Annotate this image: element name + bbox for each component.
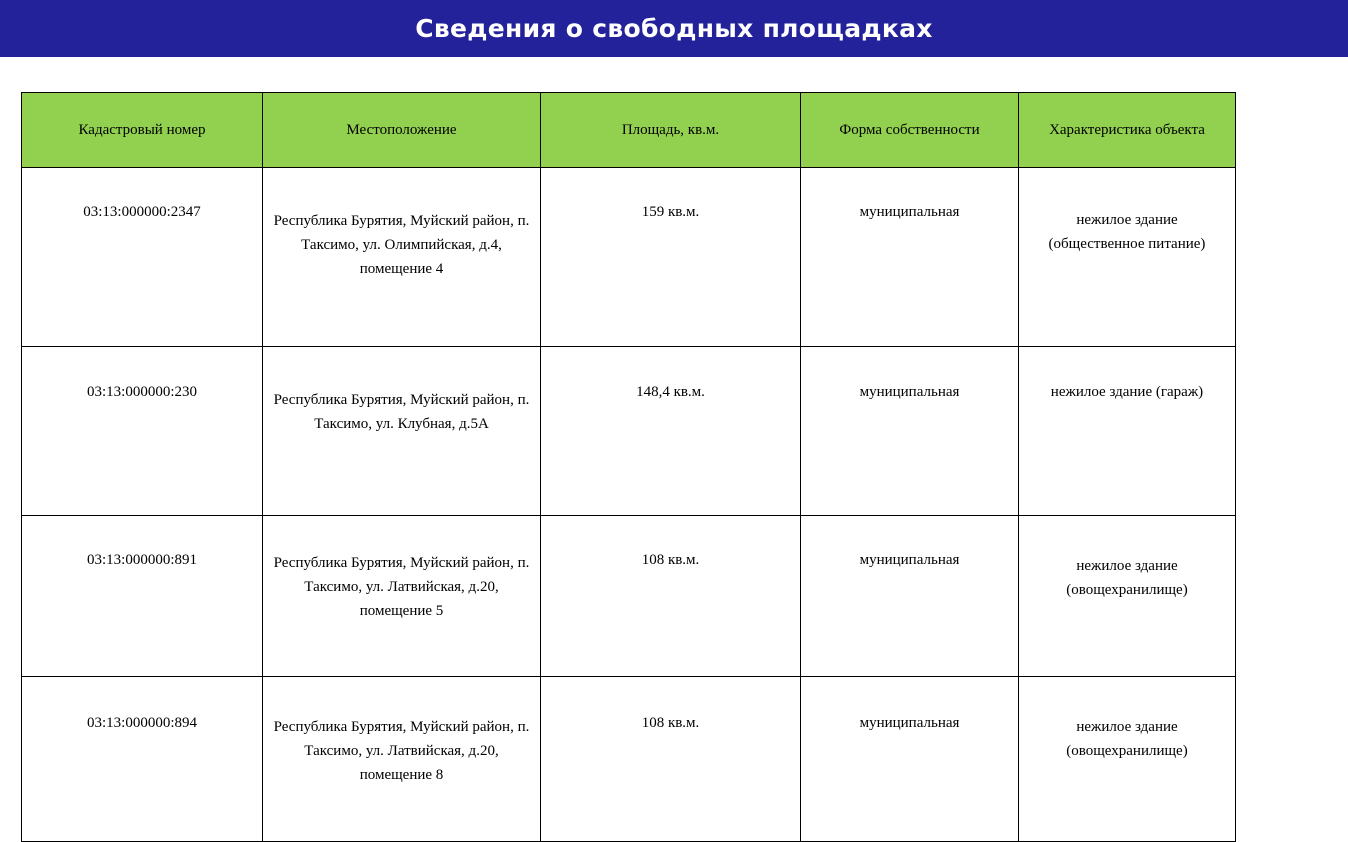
column-header-characteristic: Характеристика объекта bbox=[1019, 93, 1236, 168]
location-cell: Республика Бурятия, Муйский район, п. Таксимо, ул. Латвийская, д.20, помещение 8 bbox=[263, 677, 541, 842]
table-row bbox=[22, 516, 1236, 677]
table-row bbox=[22, 347, 1236, 516]
ownership-cell: муниципальная bbox=[801, 516, 1019, 677]
area-cell: 148,4 кв.м. bbox=[541, 347, 801, 516]
page-title: Сведения о свободных площадках bbox=[415, 14, 933, 43]
cadastral-number-cell: 03:13:000000:891 bbox=[22, 516, 263, 677]
column-header-area: Площадь, кв.м. bbox=[541, 93, 801, 168]
location-cell: Республика Бурятия, Муйский район, п. Таксимо, ул. Олимпийская, д.4, помещение 4 bbox=[263, 168, 541, 347]
location-cell: Республика Бурятия, Муйский район, п. Таксимо, ул. Клубная, д.5А bbox=[263, 347, 541, 516]
ownership-cell: муниципальная bbox=[801, 347, 1019, 516]
area-cell: 159 кв.м. bbox=[541, 168, 801, 347]
cadastral-number-cell: 03:13:000000:894 bbox=[22, 677, 263, 842]
ownership-cell: муниципальная bbox=[801, 168, 1019, 347]
table-row bbox=[22, 677, 1236, 842]
location-cell: Республика Бурятия, Муйский район, п. Таксимо, ул. Латвийская, д.20, помещение 5 bbox=[263, 516, 541, 677]
characteristic-cell: нежилое здание (овощехранилище) bbox=[1019, 677, 1236, 842]
area-cell: 108 кв.м. bbox=[541, 677, 801, 842]
table-header-row bbox=[22, 93, 1236, 168]
area-cell: 108 кв.м. bbox=[541, 516, 801, 677]
characteristic-cell: нежилое здание (общественное питание) bbox=[1019, 168, 1236, 347]
page-header bbox=[0, 0, 1348, 57]
table-row bbox=[22, 168, 1236, 347]
column-header-cadastral: Кадастровый номер bbox=[22, 93, 263, 168]
column-header-location: Местоположение bbox=[263, 93, 541, 168]
characteristic-cell: нежилое здание (овощехранилище) bbox=[1019, 516, 1236, 677]
cadastral-number-cell: 03:13:000000:230 bbox=[22, 347, 263, 516]
characteristic-cell: нежилое здание (гараж) bbox=[1019, 347, 1236, 516]
ownership-cell: муниципальная bbox=[801, 677, 1019, 842]
column-header-ownership: Форма собственности bbox=[801, 93, 1019, 168]
cadastral-number-cell: 03:13:000000:2347 bbox=[22, 168, 263, 347]
free-sites-table bbox=[21, 92, 1236, 842]
